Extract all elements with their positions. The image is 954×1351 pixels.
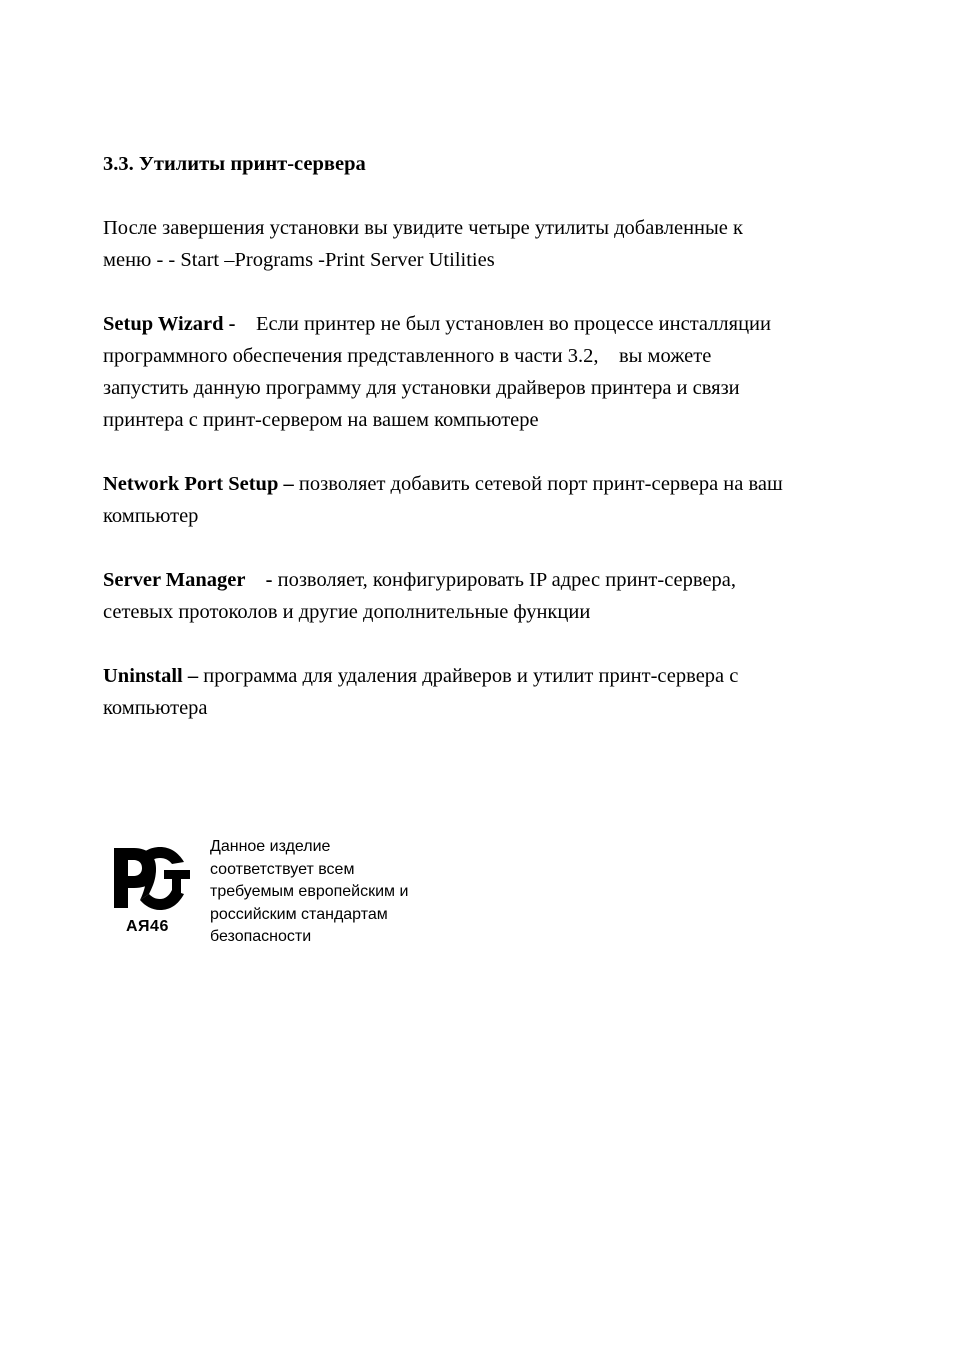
certification-text-line: Данное изделие <box>210 838 331 855</box>
pct-certification-icon <box>110 844 192 912</box>
utility-description: позволяет добавить сетевой порт принт-сервера на ваш <box>293 473 783 495</box>
certification-text <box>210 836 408 949</box>
utility-term: Setup Wizard - <box>103 313 236 335</box>
utility-line: запустить данную программу для установки драйверов принтера и связи <box>103 377 740 399</box>
utility-term: Network Port Setup – <box>103 473 294 495</box>
utility-line: принтера с принт-сервером на вашем компьютере <box>103 409 539 431</box>
utility-line: компьютер <box>103 505 199 527</box>
intro-paragraph <box>103 212 863 276</box>
utility-line: сетевых протоколов и другие дополнительные функции <box>103 601 591 623</box>
utility-line <box>103 660 863 692</box>
document-content <box>103 148 863 756</box>
utility-description: программа для удаления драйверов и утилит принт-сервера с <box>198 665 739 687</box>
utility-line <box>103 468 863 500</box>
intro-line-1: После завершения установки вы увидите четыре утилиты добавленные к <box>103 217 743 239</box>
utility-line: компьютера <box>103 697 208 719</box>
section-heading: 3.3. Утилиты принт-сервера <box>103 153 366 175</box>
utility-server-manager <box>103 564 863 628</box>
certification-text-line: требуемым европейским и <box>210 883 409 900</box>
utility-network-port-setup <box>103 468 863 532</box>
utility-line <box>103 308 863 340</box>
certification-block <box>110 836 450 956</box>
certification-text-line: соответствует всем <box>210 860 355 878</box>
utility-line <box>103 564 863 596</box>
intro-line-2: меню - - Start –Programs -Print Server Utilities <box>103 249 495 271</box>
certification-text-line: российским стандартам <box>210 905 388 923</box>
utility-description: позволяет, конфигурировать IP адрес принт-сервера, <box>272 569 737 591</box>
certification-text-line: безопасности <box>210 928 312 945</box>
utility-term: Server Manager - <box>103 569 273 591</box>
utility-term: Uninstall – <box>103 665 199 687</box>
utility-line: программного обеспечения представленного в части 3.2, вы можете <box>103 345 712 367</box>
utility-uninstall <box>103 660 863 724</box>
certification-code: АЯ46 <box>126 918 169 935</box>
utility-description: Если принтер не был установлен во процессе инсталляции <box>235 313 771 335</box>
utility-setup-wizard <box>103 308 863 436</box>
